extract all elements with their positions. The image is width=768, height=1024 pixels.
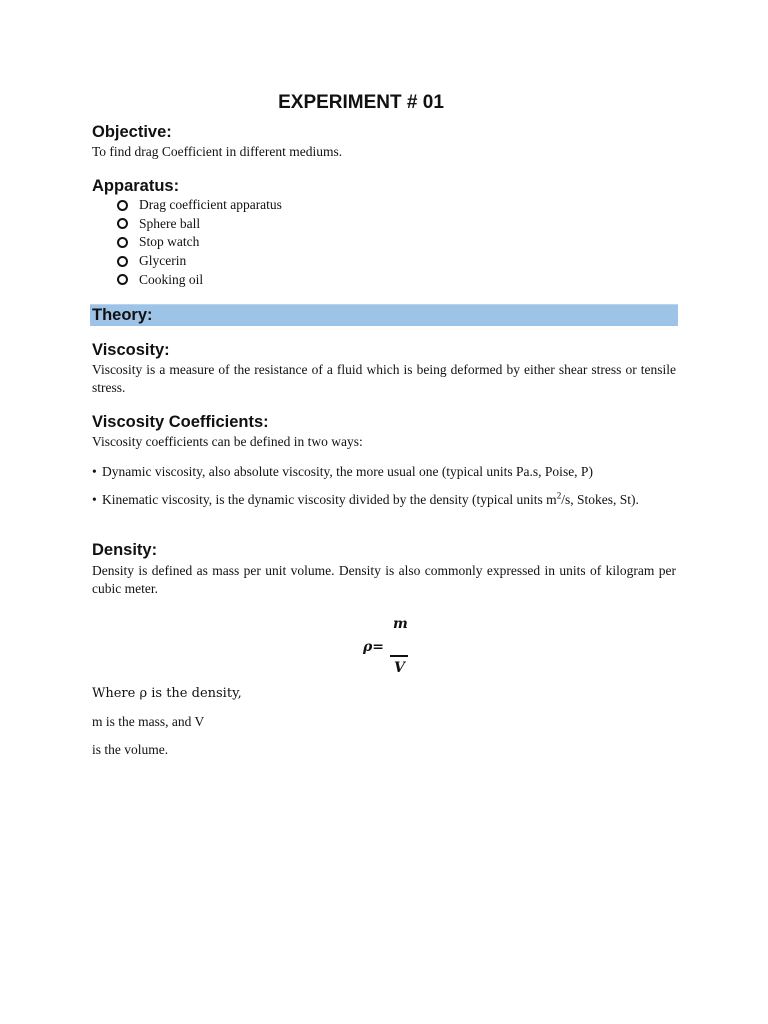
circle-bullet-icon [117,256,128,267]
kinematic-text-part: /s, Stokes, St). [561,492,639,507]
where-line-2: m is the mass, and V [92,714,205,729]
circle-bullet-icon [117,237,128,248]
page-title: EXPERIMENT # 01 [278,92,444,113]
bullet-dot-icon: • [92,492,97,507]
where-line-1: Where ρ is the density, [92,686,242,701]
kinematic-viscosity-bullet [92,491,676,509]
objective-text: To find drag Coefficient in different mediums. [92,144,343,159]
apparatus-item-label: Glycerin [139,253,187,269]
viscosity-coefficients-intro: Viscosity coefficients can be defined in two ways: [92,434,363,449]
formula-denominator: V [394,660,405,676]
bullet-dot-icon: • [92,464,97,479]
density-heading: Density: [92,541,158,559]
list-item [117,196,282,215]
kinematic-viscosity-text [92,491,676,509]
apparatus-heading: Apparatus: [92,177,180,195]
viscosity-heading: Viscosity: [92,341,170,359]
kinematic-text-part: Kinematic viscosity, is the dynamic viscosity divided by the density (typical units m [102,492,557,507]
formula-lhs: ρ= [363,639,385,655]
density-formula [360,614,420,680]
density-text: Density is defined as mass per unit volume. Density is also commonly expressed in units of kilogram per cubic meter. [92,563,676,596]
fraction-bar [390,655,408,657]
list-item [117,215,282,234]
formula-numerator: m [393,616,408,632]
circle-bullet-icon [117,200,128,211]
apparatus-item-label: Cooking oil [139,271,204,287]
apparatus-item-label: Stop watch [139,234,200,250]
list-item [117,233,282,252]
theory-band [90,304,678,326]
dynamic-viscosity-text: Dynamic viscosity, also absolute viscosity, the more usual one (typical units Pa.s, Poise, P) [102,464,593,479]
list-item [117,270,282,289]
apparatus-item-label: Drag coefficient apparatus [139,197,282,213]
circle-bullet-icon [117,274,128,285]
objective-heading: Objective: [92,123,172,141]
viscosity-text: Viscosity is a measure of the resistance of a fluid which is being deformed by either shear stress or tensile stress. [92,362,676,395]
where-line-3: is the volume. [92,742,169,757]
apparatus-list [117,196,282,289]
viscosity-coefficients-heading: Viscosity Coefficients: [92,413,269,431]
dynamic-viscosity-bullet [92,463,676,481]
circle-bullet-icon [117,218,128,229]
superscript-2: 2 [556,490,562,501]
apparatus-item-label: Sphere ball [139,215,201,231]
list-item [117,252,282,271]
theory-heading: Theory: [92,306,153,324]
